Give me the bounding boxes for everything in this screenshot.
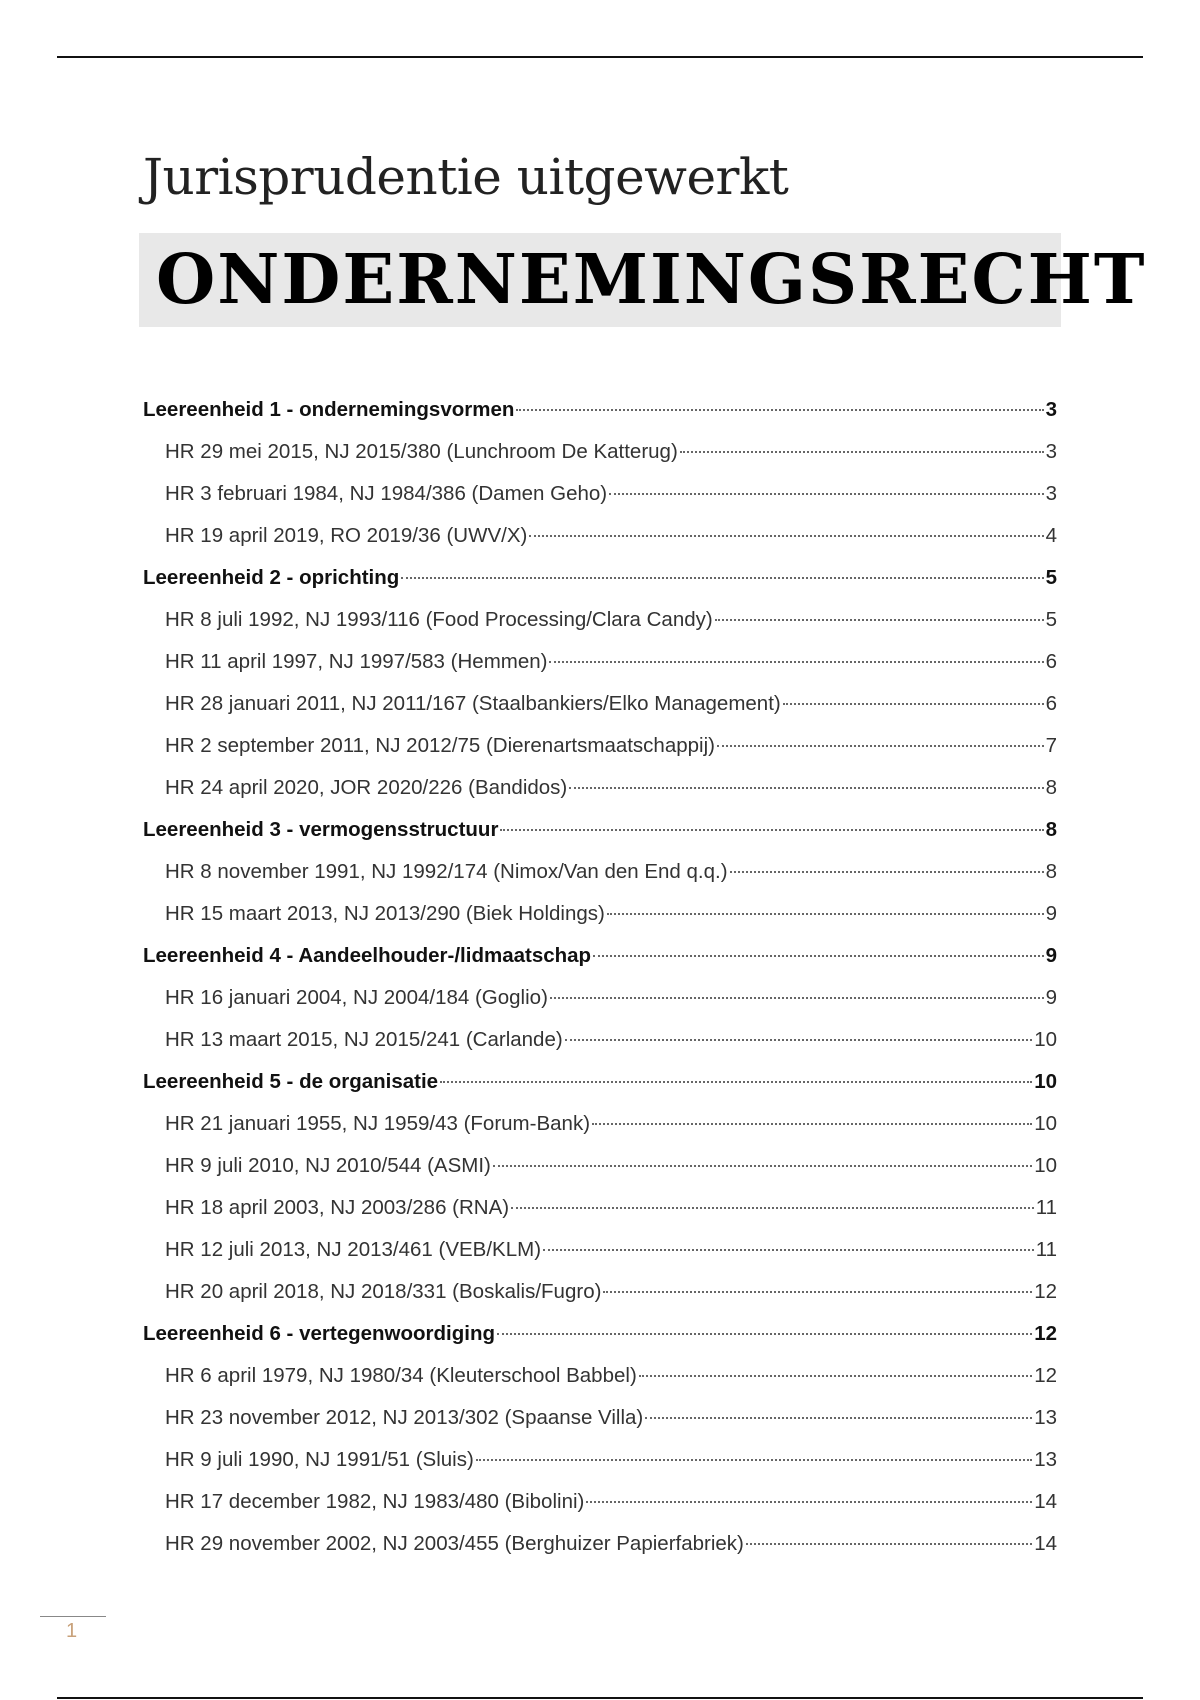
toc-entry-title: HR 11 april 1997, NJ 1997/583 (Hemmen) xyxy=(165,650,548,673)
toc-entry-title: HR 15 maart 2013, NJ 2013/290 (Biek Holdings) xyxy=(165,902,605,925)
toc-entry-title: HR 2 september 2011, NJ 2012/75 (Dierenartsmaatschappij) xyxy=(165,734,715,757)
toc-entry-row[interactable] xyxy=(143,1361,1057,1403)
toc-entry-row[interactable] xyxy=(143,1445,1057,1487)
toc-entry-title: HR 23 november 2012, NJ 2013/302 (Spaanse Villa) xyxy=(165,1406,644,1429)
toc-page-number: 6 xyxy=(1045,692,1057,715)
document-subtitle: Jurisprudentie uitgewerkt xyxy=(143,148,789,206)
toc-entry-row[interactable] xyxy=(143,1277,1057,1319)
toc-entry-row[interactable] xyxy=(143,689,1057,731)
toc-dot-leader xyxy=(493,1165,1032,1167)
toc-entry-title: HR 8 juli 1992, NJ 1993/116 (Food Processing/Clara Candy) xyxy=(165,608,713,631)
toc-page-number: 7 xyxy=(1045,734,1057,757)
toc-page-number: 10 xyxy=(1034,1154,1057,1177)
toc-section-title: Leereenheid 4 - Aandeelhouder-/lidmaatschap xyxy=(143,944,592,967)
toc-entry-title: HR 21 januari 1955, NJ 1959/43 (Forum-Bank) xyxy=(165,1112,591,1135)
toc-entry-title: HR 17 december 1982, NJ 1983/480 (Bibolini) xyxy=(165,1490,585,1513)
toc-section-title: Leereenheid 6 - vertegenwoordiging xyxy=(143,1322,495,1345)
toc-entry-row[interactable] xyxy=(143,437,1057,479)
toc-page-number: 10 xyxy=(1034,1028,1057,1051)
toc-dot-leader xyxy=(639,1375,1032,1377)
toc-dot-leader xyxy=(645,1417,1032,1419)
toc-entry-title: HR 20 april 2018, NJ 2018/331 (Boskalis/Fugro) xyxy=(165,1280,602,1303)
toc-page-number: 8 xyxy=(1045,776,1057,799)
toc-dot-leader xyxy=(603,1291,1032,1293)
toc-dot-leader xyxy=(592,1123,1032,1125)
toc-dot-leader xyxy=(500,829,1043,831)
toc-dot-leader xyxy=(715,619,1044,621)
toc-page-number: 5 xyxy=(1045,566,1057,589)
toc-entry-title: HR 6 april 1979, NJ 1980/34 (Kleuterschool Babbel) xyxy=(165,1364,637,1387)
toc-page-number: 11 xyxy=(1035,1238,1057,1261)
toc-dot-leader xyxy=(783,703,1044,705)
toc-entry-row[interactable] xyxy=(143,1151,1057,1193)
toc-dot-leader xyxy=(607,913,1044,915)
toc-entry-row[interactable] xyxy=(143,899,1057,941)
toc-dot-leader xyxy=(593,955,1044,957)
toc-dot-leader xyxy=(549,661,1043,663)
toc-dot-leader xyxy=(586,1501,1032,1503)
toc-entry-title: HR 19 april 2019, RO 2019/36 (UWV/X) xyxy=(165,524,528,547)
toc-entry-row[interactable] xyxy=(143,1193,1057,1235)
toc-entry-row[interactable] xyxy=(143,1487,1057,1529)
toc-page-number: 10 xyxy=(1034,1112,1057,1135)
toc-entry-row[interactable] xyxy=(143,1235,1057,1277)
toc-page-number: 12 xyxy=(1034,1364,1057,1387)
toc-entry-title: HR 16 januari 2004, NJ 2004/184 (Goglio) xyxy=(165,986,548,1009)
toc-entry-row[interactable] xyxy=(143,647,1057,689)
toc-dot-leader xyxy=(717,745,1044,747)
toc-entry-row[interactable] xyxy=(143,857,1057,899)
document-title: ONDERNEMINGSRECHT xyxy=(156,240,1147,320)
toc-page-number: 3 xyxy=(1045,482,1057,505)
toc-entry-row[interactable] xyxy=(143,1403,1057,1445)
toc-entry-title: HR 13 maart 2015, NJ 2015/241 (Carlande) xyxy=(165,1028,563,1051)
toc-dot-leader xyxy=(497,1333,1032,1335)
toc-entry-row[interactable] xyxy=(143,1109,1057,1151)
table-of-contents xyxy=(143,395,1057,1571)
toc-page-number: 8 xyxy=(1045,818,1057,841)
toc-page-number: 9 xyxy=(1045,944,1057,967)
toc-section-title: Leereenheid 3 - vermogensstructuur xyxy=(143,818,499,841)
toc-page-number: 3 xyxy=(1045,398,1057,421)
toc-section-row[interactable] xyxy=(143,1067,1057,1109)
toc-page-number: 14 xyxy=(1034,1490,1057,1513)
toc-page-number: 9 xyxy=(1045,902,1057,925)
toc-dot-leader xyxy=(550,997,1044,999)
toc-dot-leader xyxy=(730,871,1044,873)
toc-dot-leader xyxy=(476,1459,1032,1461)
toc-dot-leader xyxy=(529,535,1043,537)
toc-entry-title: HR 9 juli 2010, NJ 2010/544 (ASMI) xyxy=(165,1154,491,1177)
toc-dot-leader xyxy=(565,1039,1032,1041)
toc-dot-leader xyxy=(511,1207,1034,1209)
toc-dot-leader xyxy=(569,787,1043,789)
toc-entry-title: HR 29 mei 2015, NJ 2015/380 (Lunchroom De Katterug) xyxy=(165,440,678,463)
toc-dot-leader xyxy=(516,409,1043,411)
toc-page-number: 3 xyxy=(1045,440,1057,463)
toc-entry-title: HR 24 april 2020, JOR 2020/226 (Bandidos) xyxy=(165,776,568,799)
toc-section-row[interactable] xyxy=(143,395,1057,437)
toc-entry-title: HR 8 november 1991, NJ 1992/174 (Nimox/Van den End q.q.) xyxy=(165,860,728,883)
toc-dot-leader xyxy=(543,1249,1034,1251)
toc-section-row[interactable] xyxy=(143,941,1057,983)
toc-entry-row[interactable] xyxy=(143,479,1057,521)
toc-dot-leader xyxy=(440,1081,1032,1083)
toc-entry-row[interactable] xyxy=(143,521,1057,563)
footer-rule xyxy=(40,1616,106,1617)
toc-page-number: 5 xyxy=(1045,608,1057,631)
toc-section-row[interactable] xyxy=(143,563,1057,605)
toc-page-number: 14 xyxy=(1034,1532,1057,1555)
toc-entry-row[interactable] xyxy=(143,1025,1057,1067)
title-banner xyxy=(139,233,1147,327)
toc-section-title: Leereenheid 2 - oprichting xyxy=(143,566,400,589)
toc-entry-row[interactable] xyxy=(143,605,1057,647)
toc-entry-row[interactable] xyxy=(143,1529,1057,1571)
toc-page-number: 13 xyxy=(1034,1406,1057,1429)
toc-section-title: Leereenheid 1 - ondernemingsvormen xyxy=(143,398,515,421)
toc-page-number: 8 xyxy=(1045,860,1057,883)
toc-dot-leader xyxy=(680,451,1044,453)
toc-dot-leader xyxy=(746,1543,1032,1545)
toc-section-row[interactable] xyxy=(143,1319,1057,1361)
toc-entry-row[interactable] xyxy=(143,983,1057,1025)
toc-section-row[interactable] xyxy=(143,815,1057,857)
toc-page-number: 13 xyxy=(1034,1448,1057,1471)
toc-entry-row[interactable] xyxy=(143,731,1057,773)
toc-entry-title: HR 18 april 2003, NJ 2003/286 (RNA) xyxy=(165,1196,510,1219)
toc-entry-title: HR 28 januari 2011, NJ 2011/167 (Staalbankiers/Elko Management) xyxy=(165,692,781,715)
toc-entry-row[interactable] xyxy=(143,773,1057,815)
top-rule xyxy=(57,56,1143,58)
toc-page-number: 9 xyxy=(1045,986,1057,1009)
toc-page-number: 11 xyxy=(1035,1196,1057,1219)
toc-section-title: Leereenheid 5 - de organisatie xyxy=(143,1070,439,1093)
bottom-rule xyxy=(57,1697,1143,1699)
toc-dot-leader xyxy=(609,493,1043,495)
toc-entry-title: HR 3 februari 1984, NJ 1984/386 (Damen Geho) xyxy=(165,482,608,505)
toc-page-number: 12 xyxy=(1034,1280,1057,1303)
toc-page-number: 10 xyxy=(1034,1070,1057,1093)
toc-entry-title: HR 29 november 2002, NJ 2003/455 (Berghuizer Papierfabriek) xyxy=(165,1532,744,1555)
toc-page-number: 4 xyxy=(1045,524,1057,547)
toc-entry-title: HR 12 juli 2013, NJ 2013/461 (VEB/KLM) xyxy=(165,1238,542,1261)
toc-page-number: 6 xyxy=(1045,650,1057,673)
page-number: 1 xyxy=(66,1620,78,1642)
toc-page-number: 12 xyxy=(1034,1322,1057,1345)
toc-entry-title: HR 9 juli 1990, NJ 1991/51 (Sluis) xyxy=(165,1448,474,1471)
toc-dot-leader xyxy=(401,577,1043,579)
